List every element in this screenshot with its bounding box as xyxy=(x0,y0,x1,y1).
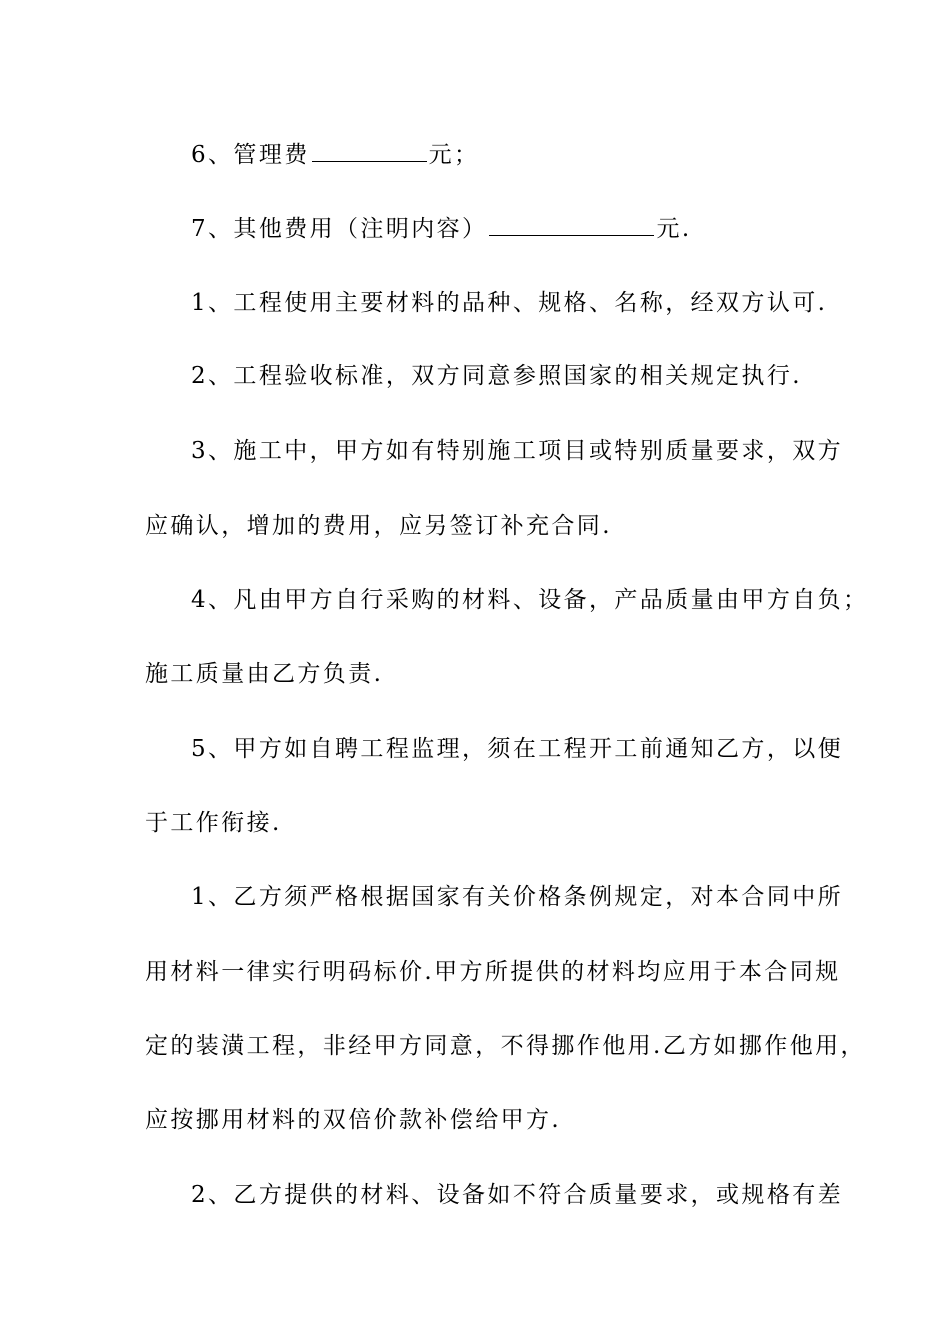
paragraph-line xyxy=(191,139,479,169)
paragraph-line: 用材料一律实行明码标价.甲方所提供的材料均应用于本合同规 xyxy=(145,959,841,985)
fill-in-blank xyxy=(312,139,427,162)
paragraph-line: 施工质量由乙方负责. xyxy=(145,661,384,687)
paragraph-line: 4、凡由甲方自行采购的材料、设备，产品质量由甲方自负； xyxy=(191,587,869,613)
paragraph-line: 应按挪用材料的双倍价款补偿给甲方. xyxy=(145,1107,562,1133)
paragraph-line: 于工作衔接. xyxy=(145,810,282,836)
paragraph-line: 2、工程验收标准，双方同意参照国家的相关规定执行. xyxy=(191,363,802,389)
paragraph-line: 5、甲方如自聘工程监理，须在工程开工前通知乙方，以便 xyxy=(191,736,844,762)
line-text: 6、管理费 xyxy=(191,142,310,168)
paragraph-line: 1、工程使用主要材料的品种、规格、名称，经双方认可. xyxy=(191,290,828,316)
paragraph-line xyxy=(191,213,692,243)
line-text: 元. xyxy=(656,216,692,242)
paragraph-line: 1、乙方须严格根据国家有关价格条例规定，对本合同中所 xyxy=(191,884,844,910)
line-text: 元； xyxy=(428,142,480,168)
fill-in-blank xyxy=(489,213,654,236)
paragraph-line: 定的装潢工程，非经甲方同意，不得挪作他用.乙方如挪作他用， xyxy=(145,1033,866,1059)
paragraph-line: 3、施工中，甲方如有特别施工项目或特别质量要求，双方 xyxy=(191,438,844,464)
paragraph-line: 2、乙方提供的材料、设备如不符合质量要求，或规格有差 xyxy=(191,1182,844,1208)
line-text: 7、其他费用（注明内容） xyxy=(191,216,488,242)
paragraph-line: 应确认，增加的费用，应另签订补充合同. xyxy=(145,513,612,539)
